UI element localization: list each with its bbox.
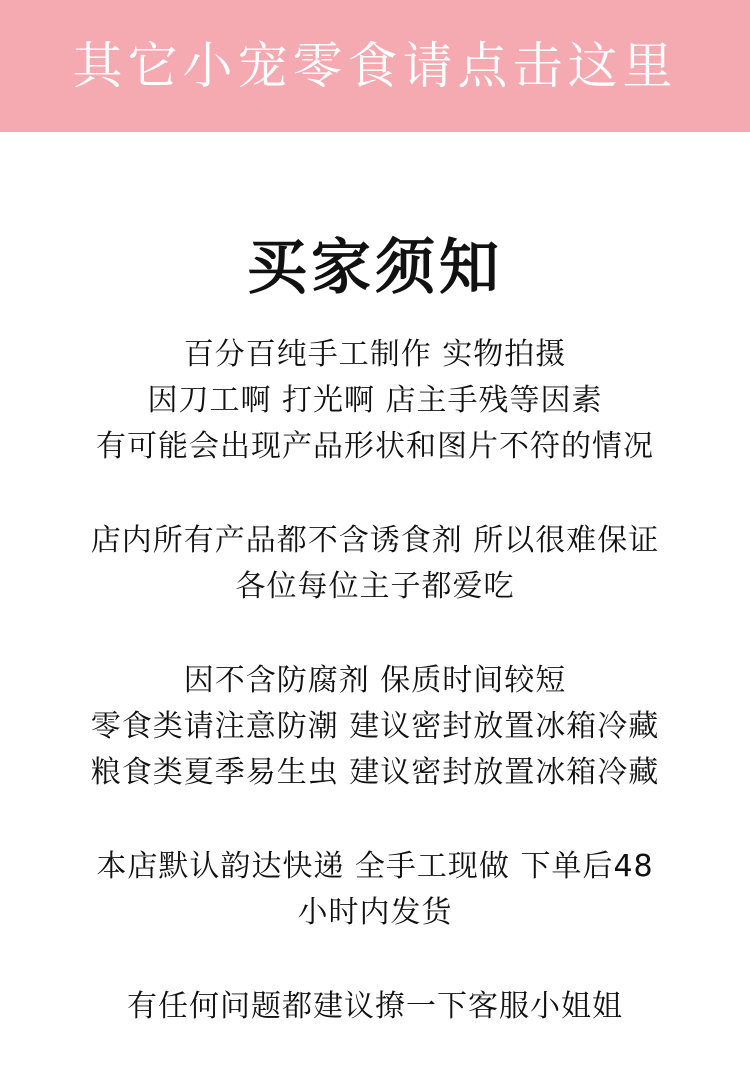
notice-line: 店内所有产品都不含诱食剂 所以很难保证 bbox=[90, 523, 660, 558]
other-snacks-banner-link[interactable] bbox=[0, 0, 750, 132]
notice-line: 粮食类夏季易生虫 建议密封放置冰箱冷藏 bbox=[90, 755, 660, 790]
banner-link-text: 其它小宠零食请点击这里 bbox=[72, 37, 678, 95]
notice-paragraph-no-attractant bbox=[0, 518, 750, 610]
notice-paragraph-contact bbox=[0, 984, 750, 1030]
notice-paragraph-shipping bbox=[0, 844, 750, 936]
notice-line: 小时内发货 bbox=[297, 895, 453, 930]
notice-paragraph-storage bbox=[0, 658, 750, 796]
notice-line: 有可能会出现产品形状和图片不符的情况 bbox=[96, 429, 654, 464]
notice-line: 本店默认韵达快递 全手工现做 下单后48 bbox=[96, 849, 654, 884]
notice-title: 买家须知 bbox=[247, 233, 503, 303]
notice-line: 零食类请注意防潮 建议密封放置冰箱冷藏 bbox=[90, 709, 660, 744]
notice-line: 百分百纯手工制作 实物拍摄 bbox=[183, 337, 567, 372]
notice-body bbox=[0, 332, 750, 1078]
notice-paragraph-handmade bbox=[0, 332, 750, 470]
notice-line: 有任何问题都建议撩一下客服小姐姐 bbox=[127, 989, 623, 1024]
notice-line: 因刀工啊 打光啊 店主手残等因素 bbox=[147, 383, 603, 418]
notice-line: 因不含防腐剂 保质时间较短 bbox=[183, 663, 567, 698]
notice-line: 各位每位主子都爱吃 bbox=[235, 569, 515, 604]
